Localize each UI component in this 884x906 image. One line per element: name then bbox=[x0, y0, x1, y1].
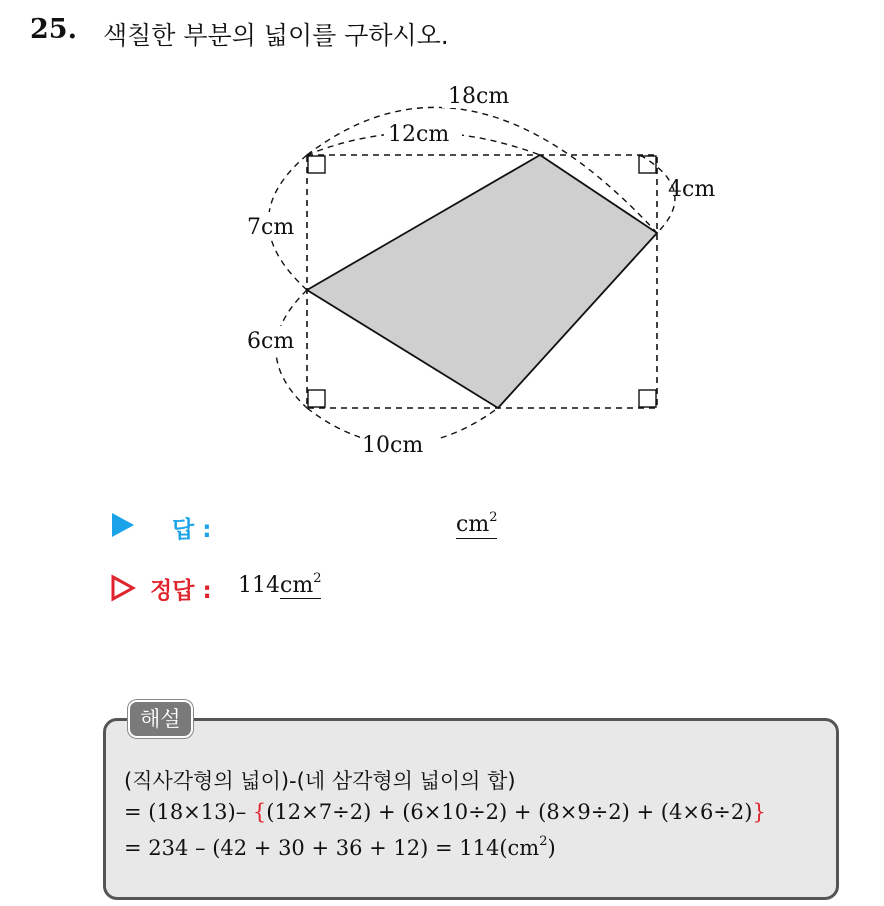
answer-arrow-icon bbox=[112, 513, 134, 537]
answer-label: 답 : bbox=[172, 517, 212, 543]
correct-arrow-icon bbox=[110, 574, 136, 602]
correct-value: $114cm^2$ bbox=[238, 571, 322, 598]
label-10cm: 10cm bbox=[362, 433, 424, 458]
label-4cm: 4cm bbox=[668, 177, 716, 202]
question-number: 25. bbox=[30, 14, 77, 45]
solution-line-3: = $234 - (42 + 30 + 36 + 12) = 114(cm^2)$ bbox=[124, 834, 556, 860]
right-angle-mark-bottom-left bbox=[308, 390, 325, 407]
right-angle-mark-bottom-right bbox=[639, 390, 656, 407]
answer-unit: $cm^2$ bbox=[456, 510, 498, 537]
shaded-quadrilateral bbox=[307, 155, 657, 408]
label-18cm: 18cm bbox=[448, 84, 510, 109]
label-6cm: 6cm bbox=[247, 329, 295, 354]
solution-tag: 해설 bbox=[128, 700, 193, 738]
correct-label: 정답 : bbox=[150, 578, 212, 604]
solution-line-2: = (18×13)– {(12×7÷2) + (6×10÷2) + (8×9÷2) + (4×6÷2)} bbox=[124, 800, 766, 824]
question-text: 색칠한 부분의 넓이를 구하시오. bbox=[103, 21, 449, 50]
label-12cm: 12cm bbox=[388, 122, 450, 147]
right-angle-mark-top-left bbox=[308, 156, 325, 173]
solution-line-1: (직사각형의 넓이)-(네 삼각형의 넓이의 합) bbox=[124, 769, 516, 793]
label-7cm: 7cm bbox=[247, 215, 295, 240]
